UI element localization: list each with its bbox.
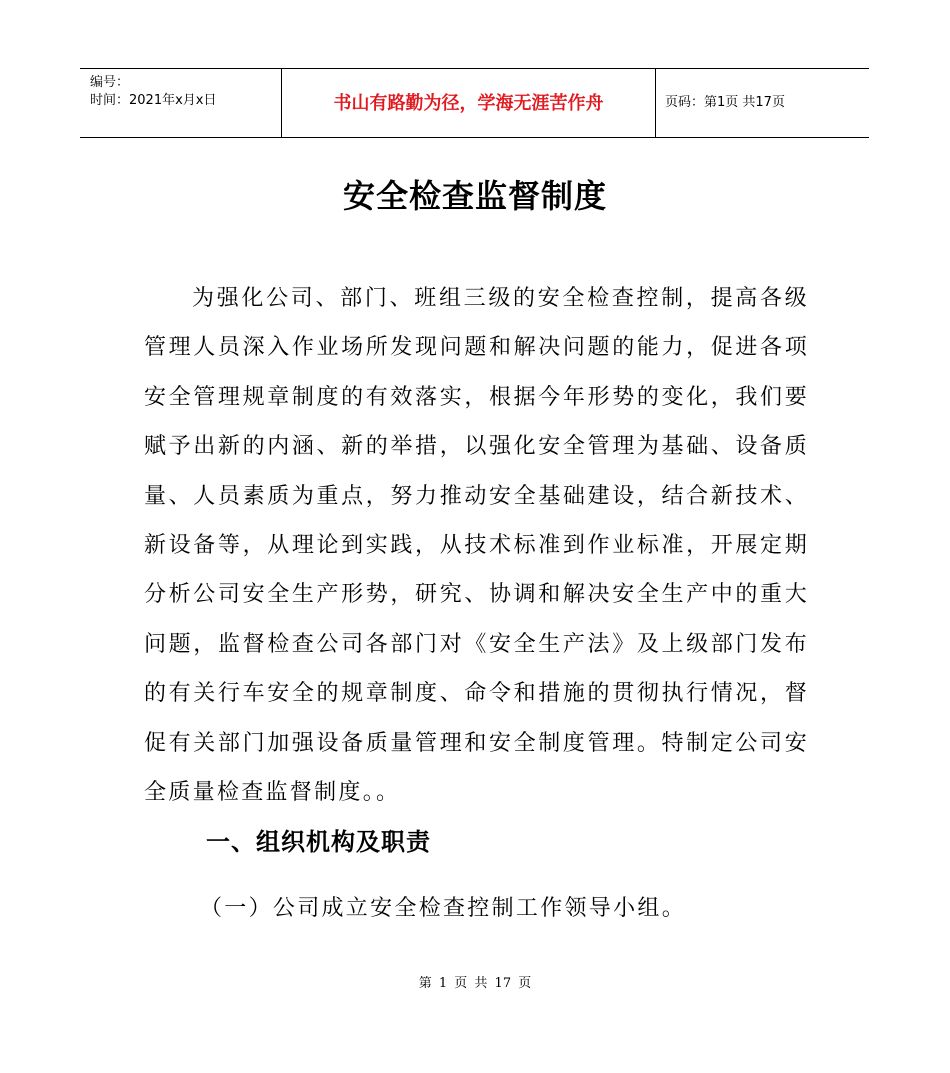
page-header (80, 68, 869, 138)
document-code-label: 编号： (90, 75, 130, 90)
header-motto: 书山有路勤为径，学海无涯苦作舟 (333, 93, 604, 114)
section-item: （一）公司成立安全检查控制工作领导小组。 (200, 896, 687, 921)
header-left-cell (80, 69, 281, 137)
document-title: 安全检查监督制度 (342, 177, 607, 215)
header-motto-cell (281, 69, 656, 137)
intro-paragraph: 为强化公司、部门、班组三级的安全检查控制，提高各级管理人员深入作业场所发现问题和解决问题的能力，促进各项安全管理规章制度的有效落实，根据今年形势的变化，我们要赋予出新的内涵、新的举措，以强化安全管理为基础、设备质量、人员素质为重点，努力推动安全基础建设，结合新技术、新设备等，从理论到实践，从技术标准到作业标准，开展定期分析公司安全生产形势，研究、协调和解决安全生产中的重大问题，监督检查公司各部门对《安全生产法》及上级部门发布的有关行车安全的规章制度、命令和措施的贯彻执行情况，督促有关部门加强设备质量管理和安全制度管理。特制定公司安全质量检查监督制度。。 (144, 286, 809, 806)
header-page-info: 页码：第1页 共17页 (665, 95, 785, 110)
header-page-cell (655, 69, 869, 137)
section-heading: 一、组织机构及职责 (206, 828, 431, 856)
page-footer: 第 1 页 共 17 页 (418, 976, 532, 991)
document-date-label: 时间：2021年x月x日 (90, 93, 217, 108)
